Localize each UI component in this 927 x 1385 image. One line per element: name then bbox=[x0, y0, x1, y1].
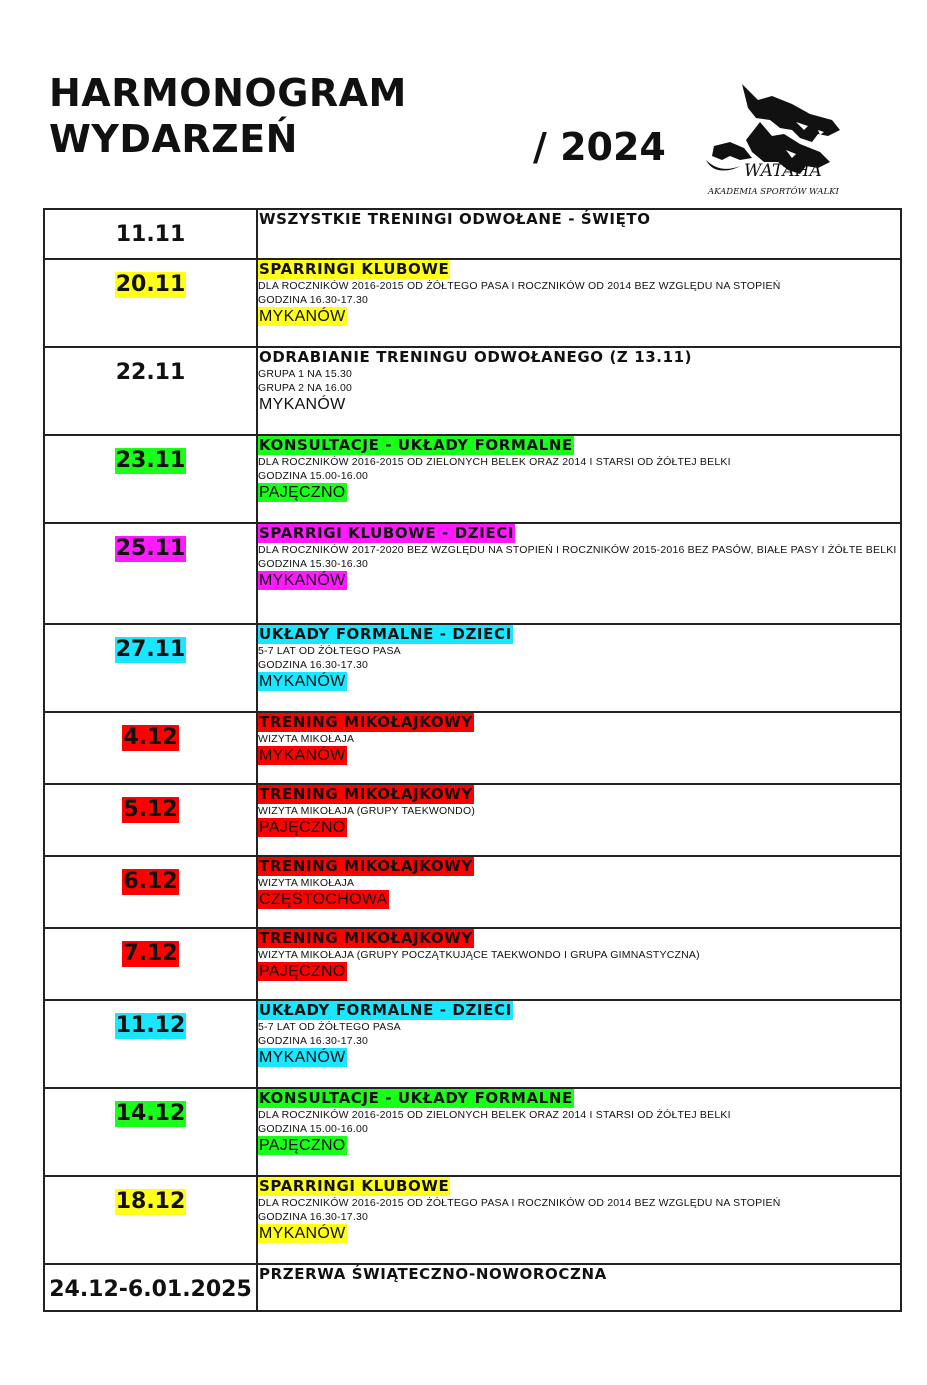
date-cell bbox=[44, 347, 257, 435]
event-date: 24.12-6.01.2025 bbox=[49, 1277, 252, 1302]
event-location: MYKANÓW bbox=[259, 673, 346, 690]
logo-name: WATAHA bbox=[744, 161, 822, 181]
event-detail-line: GODZINA 15.00-16.00 bbox=[258, 470, 369, 482]
wolf-heads-icon bbox=[700, 78, 845, 200]
schedule-row bbox=[44, 209, 901, 259]
event-info-cell bbox=[257, 347, 901, 435]
event-title: ODRABIANIE TRENINGU ODWOŁANEGO (Z 13.11) bbox=[259, 348, 693, 366]
event-info-cell bbox=[257, 209, 901, 259]
event-date: 27.11 bbox=[115, 637, 186, 662]
event-date: 4.12 bbox=[123, 725, 178, 750]
event-info-cell bbox=[257, 624, 901, 712]
event-date: 11.11 bbox=[115, 222, 186, 247]
event-detail-line: WIZYTA MIKOŁAJA (GRUPY POCZĄTKUJĄCE TAEKWONDO I GRUPA GIMNASTYCZNA) bbox=[258, 949, 700, 961]
event-title: TRENING MIKOŁAJKOWY bbox=[259, 713, 473, 731]
event-date: 6.12 bbox=[123, 869, 178, 894]
date-cell bbox=[44, 1088, 257, 1176]
schedule-row bbox=[44, 1264, 901, 1311]
event-detail-line: WIZYTA MIKOŁAJA bbox=[258, 877, 355, 889]
schedule-row bbox=[44, 259, 901, 347]
event-detail-line: WIZYTA MIKOŁAJA (GRUPY TAEKWONDO) bbox=[258, 805, 476, 817]
year-label: / 2024 bbox=[533, 125, 666, 169]
event-detail-line: GRUPA 2 NA 16.00 bbox=[258, 382, 353, 394]
event-detail-line: GRUPA 1 NA 15.30 bbox=[258, 368, 353, 380]
event-detail-line: DLA ROCZNIKÓW 2016-2015 OD ŻÓŁTEGO PASA I ROCZNIKÓW OD 2014 BEZ WZGLĘDU NA STOPIEŃ bbox=[258, 1197, 781, 1209]
event-detail-line: WIZYTA MIKOŁAJA bbox=[258, 733, 355, 745]
event-date: 14.12 bbox=[115, 1101, 186, 1126]
date-cell bbox=[44, 784, 257, 856]
date-cell bbox=[44, 1000, 257, 1088]
event-location: PAJĘCZNO bbox=[259, 484, 346, 501]
page-title bbox=[49, 70, 407, 162]
event-location: MYKANÓW bbox=[259, 572, 346, 589]
date-cell bbox=[44, 624, 257, 712]
event-title: PRZERWA ŚWIĄTECZNO-NOWOROCZNA bbox=[259, 1265, 607, 1283]
schedule-row bbox=[44, 712, 901, 784]
event-info-cell bbox=[257, 1088, 901, 1176]
event-detail-line: 5-7 LAT OD ŻÓŁTEGO PASA bbox=[258, 645, 401, 657]
event-info-cell bbox=[257, 435, 901, 523]
event-date: 5.12 bbox=[123, 797, 178, 822]
event-info-cell bbox=[257, 259, 901, 347]
event-info-cell bbox=[257, 928, 901, 1000]
event-detail-line: GODZINA 16.30-17.30 bbox=[258, 1035, 369, 1047]
schedule-row bbox=[44, 347, 901, 435]
date-cell bbox=[44, 928, 257, 1000]
schedule-row bbox=[44, 1000, 901, 1088]
schedule-row bbox=[44, 784, 901, 856]
date-cell bbox=[44, 856, 257, 928]
event-location: PAJĘCZNO bbox=[259, 1137, 346, 1154]
event-title: SPARRINGI KLUBOWE bbox=[259, 260, 450, 278]
schedule-row bbox=[44, 1176, 901, 1264]
event-info-cell bbox=[257, 523, 901, 624]
event-info-cell bbox=[257, 712, 901, 784]
event-detail-line: DLA ROCZNIKÓW 2016-2015 OD ZIELONYCH BELEK ORAZ 2014 I STARSI OD ŻÓŁTEJ BELKI bbox=[258, 456, 731, 468]
event-title: TRENING MIKOŁAJKOWY bbox=[259, 785, 473, 803]
event-date: 23.11 bbox=[115, 448, 186, 473]
schedule-row bbox=[44, 1088, 901, 1176]
schedule-row bbox=[44, 523, 901, 624]
event-title: KONSULTACJE - UKŁADY FORMALNE bbox=[259, 436, 573, 454]
date-cell bbox=[44, 712, 257, 784]
date-cell bbox=[44, 1176, 257, 1264]
event-title: SPARRIGI KLUBOWE - DZIECI bbox=[259, 524, 515, 542]
date-cell bbox=[44, 435, 257, 523]
event-title: TRENING MIKOŁAJKOWY bbox=[259, 857, 473, 875]
event-info-cell bbox=[257, 856, 901, 928]
event-location: MYKANÓW bbox=[259, 1049, 346, 1066]
event-title: UKŁADY FORMALNE - DZIECI bbox=[259, 625, 512, 643]
event-location: PAJĘCZNO bbox=[259, 963, 346, 980]
date-cell bbox=[44, 523, 257, 624]
event-location: CZĘSTOCHOWA bbox=[259, 891, 388, 908]
event-detail-line: GODZINA 15.00-16.00 bbox=[258, 1123, 369, 1135]
schedule-table bbox=[43, 208, 902, 1312]
event-date: 18.12 bbox=[115, 1189, 186, 1214]
event-date: 20.11 bbox=[115, 272, 186, 297]
event-info-cell bbox=[257, 1176, 901, 1264]
event-info-cell bbox=[257, 1264, 901, 1311]
date-cell bbox=[44, 209, 257, 259]
logo-subtitle: AKADEMIA SPORTÓW WALKI bbox=[708, 187, 839, 197]
schedule-row bbox=[44, 928, 901, 1000]
event-date: 25.11 bbox=[115, 536, 186, 561]
event-detail-line: GODZINA 15.30-16.30 bbox=[258, 558, 369, 570]
event-detail-line: GODZINA 16.30-17.30 bbox=[258, 659, 369, 671]
event-title: WSZYSTKIE TRENINGI ODWOŁANE - ŚWIĘTO bbox=[259, 210, 651, 228]
schedule-row bbox=[44, 856, 901, 928]
date-cell bbox=[44, 259, 257, 347]
event-detail-line: DLA ROCZNIKÓW 2016-2015 OD ŻÓŁTEGO PASA I ROCZNIKÓW OD 2014 BEZ WZGLĘDU NA STOPIEŃ bbox=[258, 280, 781, 292]
event-detail-line: GODZINA 16.30-17.30 bbox=[258, 294, 369, 306]
schedule-row bbox=[44, 624, 901, 712]
event-date: 22.11 bbox=[115, 360, 186, 385]
title-line-1: HARMONOGRAM bbox=[49, 71, 407, 115]
event-info-cell bbox=[257, 1000, 901, 1088]
event-detail-line: 5-7 LAT OD ŻÓŁTEGO PASA bbox=[258, 1021, 401, 1033]
event-detail-line: GODZINA 16.30-17.30 bbox=[258, 1211, 369, 1223]
event-location: MYKANÓW bbox=[259, 396, 346, 413]
event-date: 7.12 bbox=[123, 941, 178, 966]
title-line-2: WYDARZEŃ bbox=[49, 117, 298, 161]
schedule-body bbox=[44, 209, 901, 1311]
event-location: MYKANÓW bbox=[259, 747, 346, 764]
event-title: UKŁADY FORMALNE - DZIECI bbox=[259, 1001, 512, 1019]
event-title: KONSULTACJE - UKŁADY FORMALNE bbox=[259, 1089, 573, 1107]
date-cell bbox=[44, 1264, 257, 1311]
event-location: MYKANÓW bbox=[259, 308, 346, 325]
event-title: TRENING MIKOŁAJKOWY bbox=[259, 929, 473, 947]
event-location: MYKANÓW bbox=[259, 1225, 346, 1242]
event-title: SPARRINGI KLUBOWE bbox=[259, 1177, 450, 1195]
wataha-logo bbox=[700, 78, 845, 200]
schedule-row bbox=[44, 435, 901, 523]
event-detail-line: DLA ROCZNIKÓW 2016-2015 OD ZIELONYCH BELEK ORAZ 2014 I STARSI OD ŻÓŁTEJ BELKI bbox=[258, 1109, 731, 1121]
event-location: PAJĘCZNO bbox=[259, 819, 346, 836]
event-detail-line: DLA ROCZNIKÓW 2017-2020 BEZ WZGLĘDU NA STOPIEŃ I ROCZNIKÓW 2015-2016 BEZ PASÓW, BIAŁE PASY I ŻÓŁTE BELKI bbox=[258, 544, 897, 556]
event-info-cell bbox=[257, 784, 901, 856]
event-date: 11.12 bbox=[115, 1013, 186, 1038]
